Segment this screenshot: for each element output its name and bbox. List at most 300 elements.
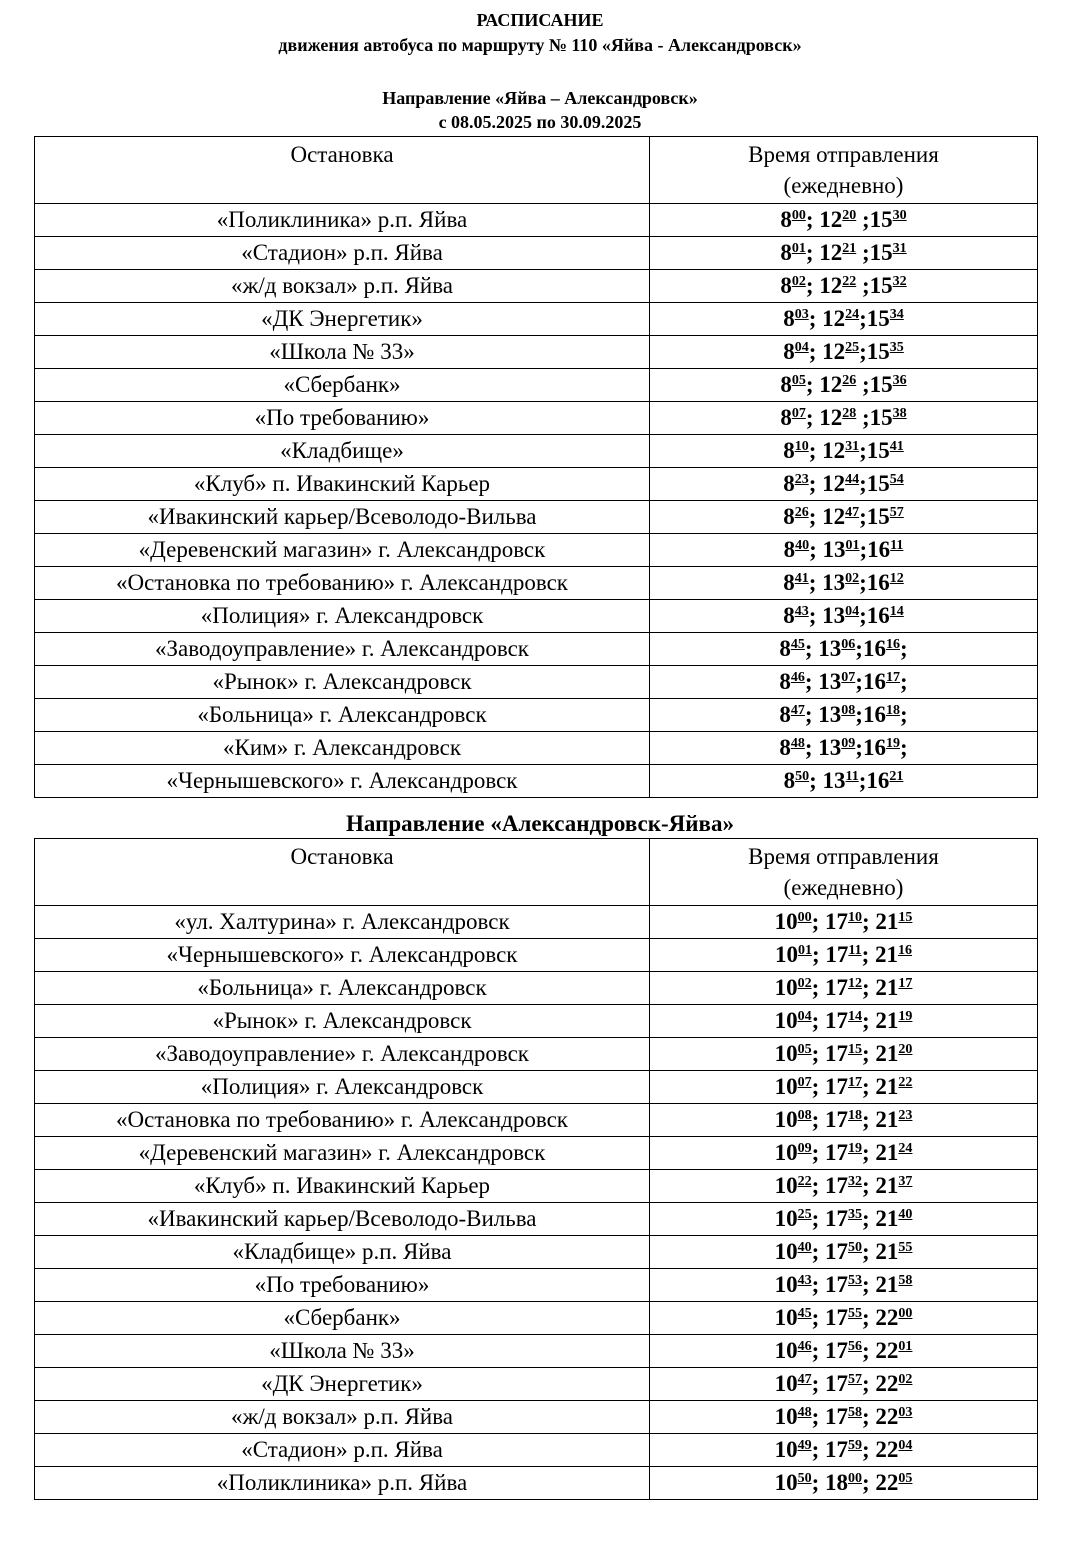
- time-hour: 10: [774, 1305, 798, 1330]
- time-separator: ;: [862, 1437, 876, 1462]
- time-hour: 21: [875, 942, 899, 967]
- table-row: [35, 1038, 1038, 1071]
- stop-name: «Рынок» г. Александровск: [35, 1005, 650, 1038]
- table-row: [35, 972, 1038, 1005]
- time-hour: 16: [867, 537, 891, 562]
- table-row: [35, 567, 1038, 600]
- time-hour: 13: [822, 570, 846, 595]
- departure-times: [650, 1236, 1038, 1269]
- time-minute: 02: [845, 571, 860, 586]
- stop-name: «Школа № 33»: [35, 336, 650, 369]
- time-minute: 20: [898, 1042, 913, 1057]
- time-hour: 8: [783, 570, 795, 595]
- time-hour: 10: [774, 1074, 798, 1099]
- time-hour: 10: [774, 1107, 798, 1132]
- time-hour: 16: [866, 570, 890, 595]
- time-hour: 15: [869, 405, 893, 430]
- time-minute: 05: [791, 373, 806, 388]
- table-row: [35, 732, 1038, 765]
- departure-times: [650, 1302, 1038, 1335]
- time-minute: 19: [848, 1141, 862, 1156]
- stop-name: «Чернышевского» г. Александровск: [35, 765, 650, 798]
- time-separator: ;: [808, 306, 823, 331]
- time-minute: 22: [898, 1075, 913, 1090]
- table-row: [35, 1467, 1038, 1500]
- time-separator: ;: [862, 1338, 876, 1363]
- time-minute: 32: [848, 1174, 862, 1189]
- time-separator: ;: [805, 207, 820, 232]
- time-minute: 25: [845, 340, 860, 355]
- stop-name: «Остановка по требованию» г. Александровск: [35, 1104, 650, 1137]
- table-row: [35, 1137, 1038, 1170]
- time-minute: 09: [841, 736, 856, 751]
- time-separator: ;: [859, 504, 867, 529]
- time-separator: ;: [805, 405, 820, 430]
- departure-times: [650, 1137, 1038, 1170]
- time-separator: ;: [899, 669, 908, 694]
- time-minute: 03: [898, 1405, 913, 1420]
- time-separator: ;: [811, 1074, 825, 1099]
- departure-times: [650, 237, 1038, 270]
- time-minute: 16: [898, 943, 913, 958]
- departure-times: [650, 204, 1038, 237]
- time-hour: 10: [774, 975, 798, 1000]
- departure-times: [650, 1038, 1038, 1071]
- time-minute: 48: [797, 1405, 812, 1420]
- time-hour: 17: [825, 1008, 848, 1033]
- time-hour: 8: [783, 438, 795, 463]
- time-hour: 8: [783, 768, 796, 793]
- table-row: [35, 1269, 1038, 1302]
- time-hour: 16: [866, 768, 890, 793]
- table-row: [35, 1005, 1038, 1038]
- time-minute: 56: [848, 1339, 862, 1354]
- time-separator: ;: [856, 405, 870, 430]
- time-minute: 40: [795, 538, 810, 553]
- time-separator: ;: [811, 1173, 825, 1198]
- time-separator: ;: [861, 942, 876, 967]
- time-minute: 07: [791, 406, 806, 421]
- time-minute: 11: [845, 769, 859, 784]
- time-hour: 13: [818, 636, 842, 661]
- time-separator: ;: [862, 1272, 876, 1297]
- departure-times: [650, 270, 1038, 303]
- stop-name: «ж/д вокзал» р.п. Яйва: [35, 1401, 650, 1434]
- stop-name: «Ивакинский карьер/Всеволодо-Вильва: [35, 1203, 650, 1236]
- time-hour: 10: [774, 1206, 798, 1231]
- time-minute: 46: [797, 1339, 812, 1354]
- time-minute: 06: [841, 637, 856, 652]
- table-row: [35, 1302, 1038, 1335]
- time-separator: ;: [862, 1074, 876, 1099]
- time-minute: 41: [889, 439, 904, 454]
- time-hour: 21: [875, 1107, 899, 1132]
- stop-name: «Сбербанк»: [35, 1302, 650, 1335]
- table-row: [35, 270, 1038, 303]
- time-hour: 15: [869, 240, 893, 265]
- schedule-table-direction1: [34, 136, 1038, 798]
- time-minute: 31: [845, 439, 860, 454]
- time-minute: 00: [898, 1306, 913, 1321]
- time-hour: 15: [869, 207, 893, 232]
- table-row: [35, 534, 1038, 567]
- time-minute: 20: [842, 208, 857, 223]
- table-row: [35, 501, 1038, 534]
- time-hour: 12: [822, 438, 846, 463]
- time-minute: 43: [797, 1273, 812, 1288]
- time-separator: ;: [804, 636, 819, 661]
- time-minute: 22: [842, 274, 857, 289]
- stop-name: «Кладбище»: [35, 435, 650, 468]
- time-separator: ;: [862, 1239, 876, 1264]
- time-minute: 50: [795, 769, 810, 784]
- time-separator: ;: [855, 735, 863, 760]
- departure-times: [650, 336, 1038, 369]
- departure-times: [650, 303, 1038, 336]
- time-minute: 59: [848, 1438, 862, 1453]
- time-separator: ;: [855, 636, 863, 661]
- table-row: [35, 1236, 1038, 1269]
- time-separator: ;: [858, 768, 867, 793]
- time-hour: 17: [825, 942, 849, 967]
- time-separator: ;: [862, 1173, 876, 1198]
- time-minute: 38: [892, 406, 907, 421]
- time-separator: ;: [899, 636, 908, 661]
- table-row: [35, 1401, 1038, 1434]
- time-separator: ;: [899, 702, 908, 727]
- time-minute: 04: [794, 340, 809, 355]
- departure-times: [650, 468, 1038, 501]
- stop-name: «Чернышевского» г. Александровск: [35, 939, 650, 972]
- stop-name: «ул. Халтурина» г. Александровск: [35, 906, 650, 939]
- time-separator: ;: [859, 306, 867, 331]
- time-hour: 8: [783, 504, 795, 529]
- time-separator: ;: [808, 438, 823, 463]
- departure-times: [650, 666, 1038, 699]
- time-separator: ;: [859, 471, 867, 496]
- time-hour: 12: [819, 372, 843, 397]
- departure-times: [650, 765, 1038, 798]
- departure-times: [650, 1401, 1038, 1434]
- time-hour: 16: [866, 603, 890, 628]
- departure-times: [650, 633, 1038, 666]
- time-hour: 8: [780, 207, 792, 232]
- time-separator: ;: [855, 702, 863, 727]
- table-row: [35, 1203, 1038, 1236]
- time-minute: 04: [845, 604, 860, 619]
- time-hour: 21: [875, 909, 899, 934]
- time-hour: 10: [774, 1008, 798, 1033]
- time-separator: ;: [811, 1338, 825, 1363]
- time-minute: 34: [889, 307, 904, 322]
- time-hour: 22: [875, 1404, 899, 1429]
- time-hour: 15: [869, 372, 893, 397]
- time-separator: ;: [804, 669, 819, 694]
- time-minute: 02: [898, 1372, 913, 1387]
- time-hour: 17: [825, 975, 848, 1000]
- time-minute: 01: [898, 1339, 913, 1354]
- time-hour: 13: [822, 768, 846, 793]
- stop-name: «Больница» г. Александровск: [35, 699, 650, 732]
- time-minute: 49: [797, 1438, 812, 1453]
- table-row: [35, 303, 1038, 336]
- departure-times: [650, 1467, 1038, 1500]
- time-hour: 17: [825, 1404, 848, 1429]
- departure-times: [650, 1434, 1038, 1467]
- time-minute: 45: [790, 637, 805, 652]
- time-minute: 32: [892, 274, 907, 289]
- departure-times: [650, 939, 1038, 972]
- departure-times: [650, 402, 1038, 435]
- time-hour: 22: [875, 1470, 899, 1495]
- time-minute: 47: [797, 1372, 812, 1387]
- table-row: [35, 468, 1038, 501]
- time-minute: 00: [848, 1471, 862, 1486]
- time-separator: ;: [862, 1470, 876, 1495]
- departure-times: [650, 699, 1038, 732]
- header-departure-time: [650, 839, 1038, 906]
- table-row: [35, 633, 1038, 666]
- table-row: [35, 336, 1038, 369]
- time-hour: 10: [774, 1140, 798, 1165]
- time-separator: ;: [859, 339, 867, 364]
- time-hour: 10: [774, 1470, 798, 1495]
- time-hour: 17: [825, 1107, 848, 1132]
- table-row: [35, 1434, 1038, 1467]
- time-separator: ;: [811, 1272, 825, 1297]
- time-separator: ;: [862, 1404, 876, 1429]
- time-hour: 8: [779, 669, 791, 694]
- time-minute: 08: [797, 1108, 812, 1123]
- time-separator: ;: [862, 909, 876, 934]
- time-hour: 17: [825, 1371, 848, 1396]
- time-separator: ;: [811, 942, 826, 967]
- time-hour: 8: [783, 471, 795, 496]
- departure-times: [650, 435, 1038, 468]
- time-minute: 48: [790, 736, 805, 751]
- table-row: [35, 1335, 1038, 1368]
- time-hour: 22: [875, 1305, 899, 1330]
- direction1-title: Направление «Яйва – Александровск»: [382, 88, 698, 108]
- time-minute: 57: [889, 505, 904, 520]
- time-separator: ;: [811, 1437, 825, 1462]
- time-hour: 16: [862, 735, 886, 760]
- time-separator: ;: [811, 1404, 825, 1429]
- time-minute: 26: [842, 373, 857, 388]
- time-minute: 12: [889, 571, 904, 586]
- table-row: [35, 237, 1038, 270]
- table-row: [35, 600, 1038, 633]
- time-minute: 21: [889, 769, 904, 784]
- table-row: [35, 906, 1038, 939]
- stop-name: «Поликлиника» р.п. Яйва: [35, 204, 650, 237]
- stop-name: «Ким» г. Александровск: [35, 732, 650, 765]
- time-hour: 13: [822, 603, 846, 628]
- time-separator: ;: [859, 570, 867, 595]
- time-minute: 15: [898, 910, 913, 925]
- time-minute: 43: [794, 604, 809, 619]
- time-separator: ;: [804, 702, 819, 727]
- time-hour: 12: [822, 504, 846, 529]
- time-hour: 16: [862, 636, 886, 661]
- time-hour: 12: [819, 207, 843, 232]
- time-minute: 23: [794, 472, 809, 487]
- time-minute: 01: [791, 241, 806, 256]
- stop-name: «Школа № 33»: [35, 1335, 650, 1368]
- time-hour: 17: [825, 1173, 848, 1198]
- stop-name: «По требованию»: [35, 1269, 650, 1302]
- time-separator: ;: [856, 273, 870, 298]
- time-hour: 10: [774, 1041, 798, 1066]
- table-row: [35, 765, 1038, 798]
- route-subtitle: движения автобуса по маршруту № 110 «Яйва - Александровск»: [278, 35, 802, 55]
- time-hour: 22: [875, 1338, 899, 1363]
- time-minute: 35: [848, 1207, 862, 1222]
- departure-times: [650, 1170, 1038, 1203]
- time-hour: 12: [819, 273, 843, 298]
- stop-name: «Рынок» г. Александровск: [35, 666, 650, 699]
- time-separator: ;: [856, 240, 870, 265]
- time-separator: ;: [811, 1008, 825, 1033]
- departure-times: [650, 1104, 1038, 1137]
- time-minute: 58: [848, 1405, 862, 1420]
- time-hour: 12: [822, 339, 846, 364]
- time-separator: ;: [899, 735, 908, 760]
- time-minute: 02: [797, 976, 812, 991]
- time-hour: 16: [862, 669, 886, 694]
- time-hour: 16: [862, 702, 886, 727]
- time-minute: 09: [797, 1141, 812, 1156]
- table-row: [35, 369, 1038, 402]
- time-separator: ;: [856, 207, 870, 232]
- time-minute: 11: [848, 943, 862, 958]
- time-hour: 17: [825, 1041, 848, 1066]
- time-hour: 17: [825, 1272, 848, 1297]
- time-separator: ;: [862, 1206, 876, 1231]
- time-minute: 11: [890, 538, 904, 553]
- table-row: [35, 1104, 1038, 1137]
- time-hour: 15: [866, 471, 890, 496]
- time-minute: 17: [848, 1075, 862, 1090]
- time-separator: ;: [805, 273, 820, 298]
- time-minute: 35: [889, 340, 904, 355]
- time-separator: ;: [811, 1470, 825, 1495]
- time-minute: 00: [791, 208, 806, 223]
- time-hour: 10: [774, 1338, 798, 1363]
- time-minute: 08: [841, 703, 856, 718]
- time-minute: 53: [848, 1273, 862, 1288]
- time-hour: 17: [825, 1239, 848, 1264]
- time-hour: 8: [779, 735, 791, 760]
- time-minute: 05: [898, 1471, 913, 1486]
- time-separator: ;: [862, 1371, 876, 1396]
- time-separator: ;: [811, 1239, 825, 1264]
- time-hour: 10: [774, 1371, 798, 1396]
- departure-times: [650, 1368, 1038, 1401]
- departure-times: [650, 501, 1038, 534]
- time-hour: 21: [875, 975, 899, 1000]
- time-separator: ;: [811, 909, 825, 934]
- time-minute: 18: [848, 1108, 862, 1123]
- time-minute: 55: [848, 1306, 862, 1321]
- departure-times: [650, 1005, 1038, 1038]
- time-hour: 10: [774, 1437, 798, 1462]
- time-hour: 21: [875, 1272, 899, 1297]
- stop-name: «Заводоуправление» г. Александровск: [35, 633, 650, 666]
- stop-name: «ДК Энергетик»: [35, 303, 650, 336]
- time-hour: 13: [818, 735, 842, 760]
- time-minute: 04: [797, 1009, 812, 1024]
- time-separator: ;: [862, 1305, 876, 1330]
- time-minute: 02: [791, 274, 806, 289]
- time-minute: 00: [797, 910, 812, 925]
- time-minute: 01: [797, 943, 812, 958]
- time-minute: 41: [794, 571, 809, 586]
- time-hour: 13: [822, 537, 846, 562]
- time-separator: ;: [811, 975, 825, 1000]
- time-minute: 04: [898, 1438, 913, 1453]
- stop-name: «Больница» г. Александровск: [35, 972, 650, 1005]
- time-hour: 8: [780, 273, 792, 298]
- time-separator: ;: [859, 438, 867, 463]
- time-separator: ;: [811, 1206, 825, 1231]
- time-separator: ;: [808, 504, 823, 529]
- stop-name: «По требованию»: [35, 402, 650, 435]
- departure-times: [650, 906, 1038, 939]
- table-row: [35, 1368, 1038, 1401]
- time-hour: 21: [875, 1041, 899, 1066]
- time-separator: ;: [805, 240, 820, 265]
- time-minute: 01: [845, 538, 860, 553]
- time-minute: 24: [898, 1141, 913, 1156]
- time-minute: 55: [898, 1240, 913, 1255]
- header-time-line1: Время отправления: [748, 844, 939, 869]
- time-hour: 10: [774, 1173, 798, 1198]
- time-separator: ;: [808, 339, 823, 364]
- header-time-line2: (ежедневно): [783, 875, 904, 900]
- header-time-line2: (ежедневно): [783, 173, 904, 198]
- time-hour: 21: [875, 1239, 899, 1264]
- stop-name: «Ивакинский карьер/Всеволодо-Вильва: [35, 501, 650, 534]
- stop-name: «ж/д вокзал» р.п. Яйва: [35, 270, 650, 303]
- time-hour: 8: [783, 339, 795, 364]
- table-row: [35, 666, 1038, 699]
- time-separator: ;: [862, 1140, 876, 1165]
- time-minute: 19: [898, 1009, 913, 1024]
- time-hour: 8: [780, 405, 792, 430]
- time-hour: 15: [866, 504, 890, 529]
- header-stop: Остановка: [35, 137, 650, 204]
- time-minute: 18: [885, 703, 900, 718]
- time-minute: 19: [885, 736, 900, 751]
- document-title: РАСПИСАНИЕ: [476, 10, 604, 30]
- time-minute: 46: [790, 670, 805, 685]
- table-row: [35, 435, 1038, 468]
- time-minute: 25: [797, 1207, 812, 1222]
- header-departure-time: [650, 137, 1038, 204]
- time-hour: 15: [866, 339, 890, 364]
- time-separator: ;: [809, 768, 823, 793]
- time-separator: ;: [805, 372, 820, 397]
- time-separator: ;: [862, 1107, 876, 1132]
- table-header-row: [35, 137, 1038, 204]
- header-stop: Остановка: [35, 839, 650, 906]
- time-minute: 17: [898, 976, 913, 991]
- time-minute: 47: [845, 505, 860, 520]
- time-hour: 13: [818, 669, 842, 694]
- stop-name: «Стадион» р.п. Яйва: [35, 237, 650, 270]
- time-minute: 14: [848, 1009, 862, 1024]
